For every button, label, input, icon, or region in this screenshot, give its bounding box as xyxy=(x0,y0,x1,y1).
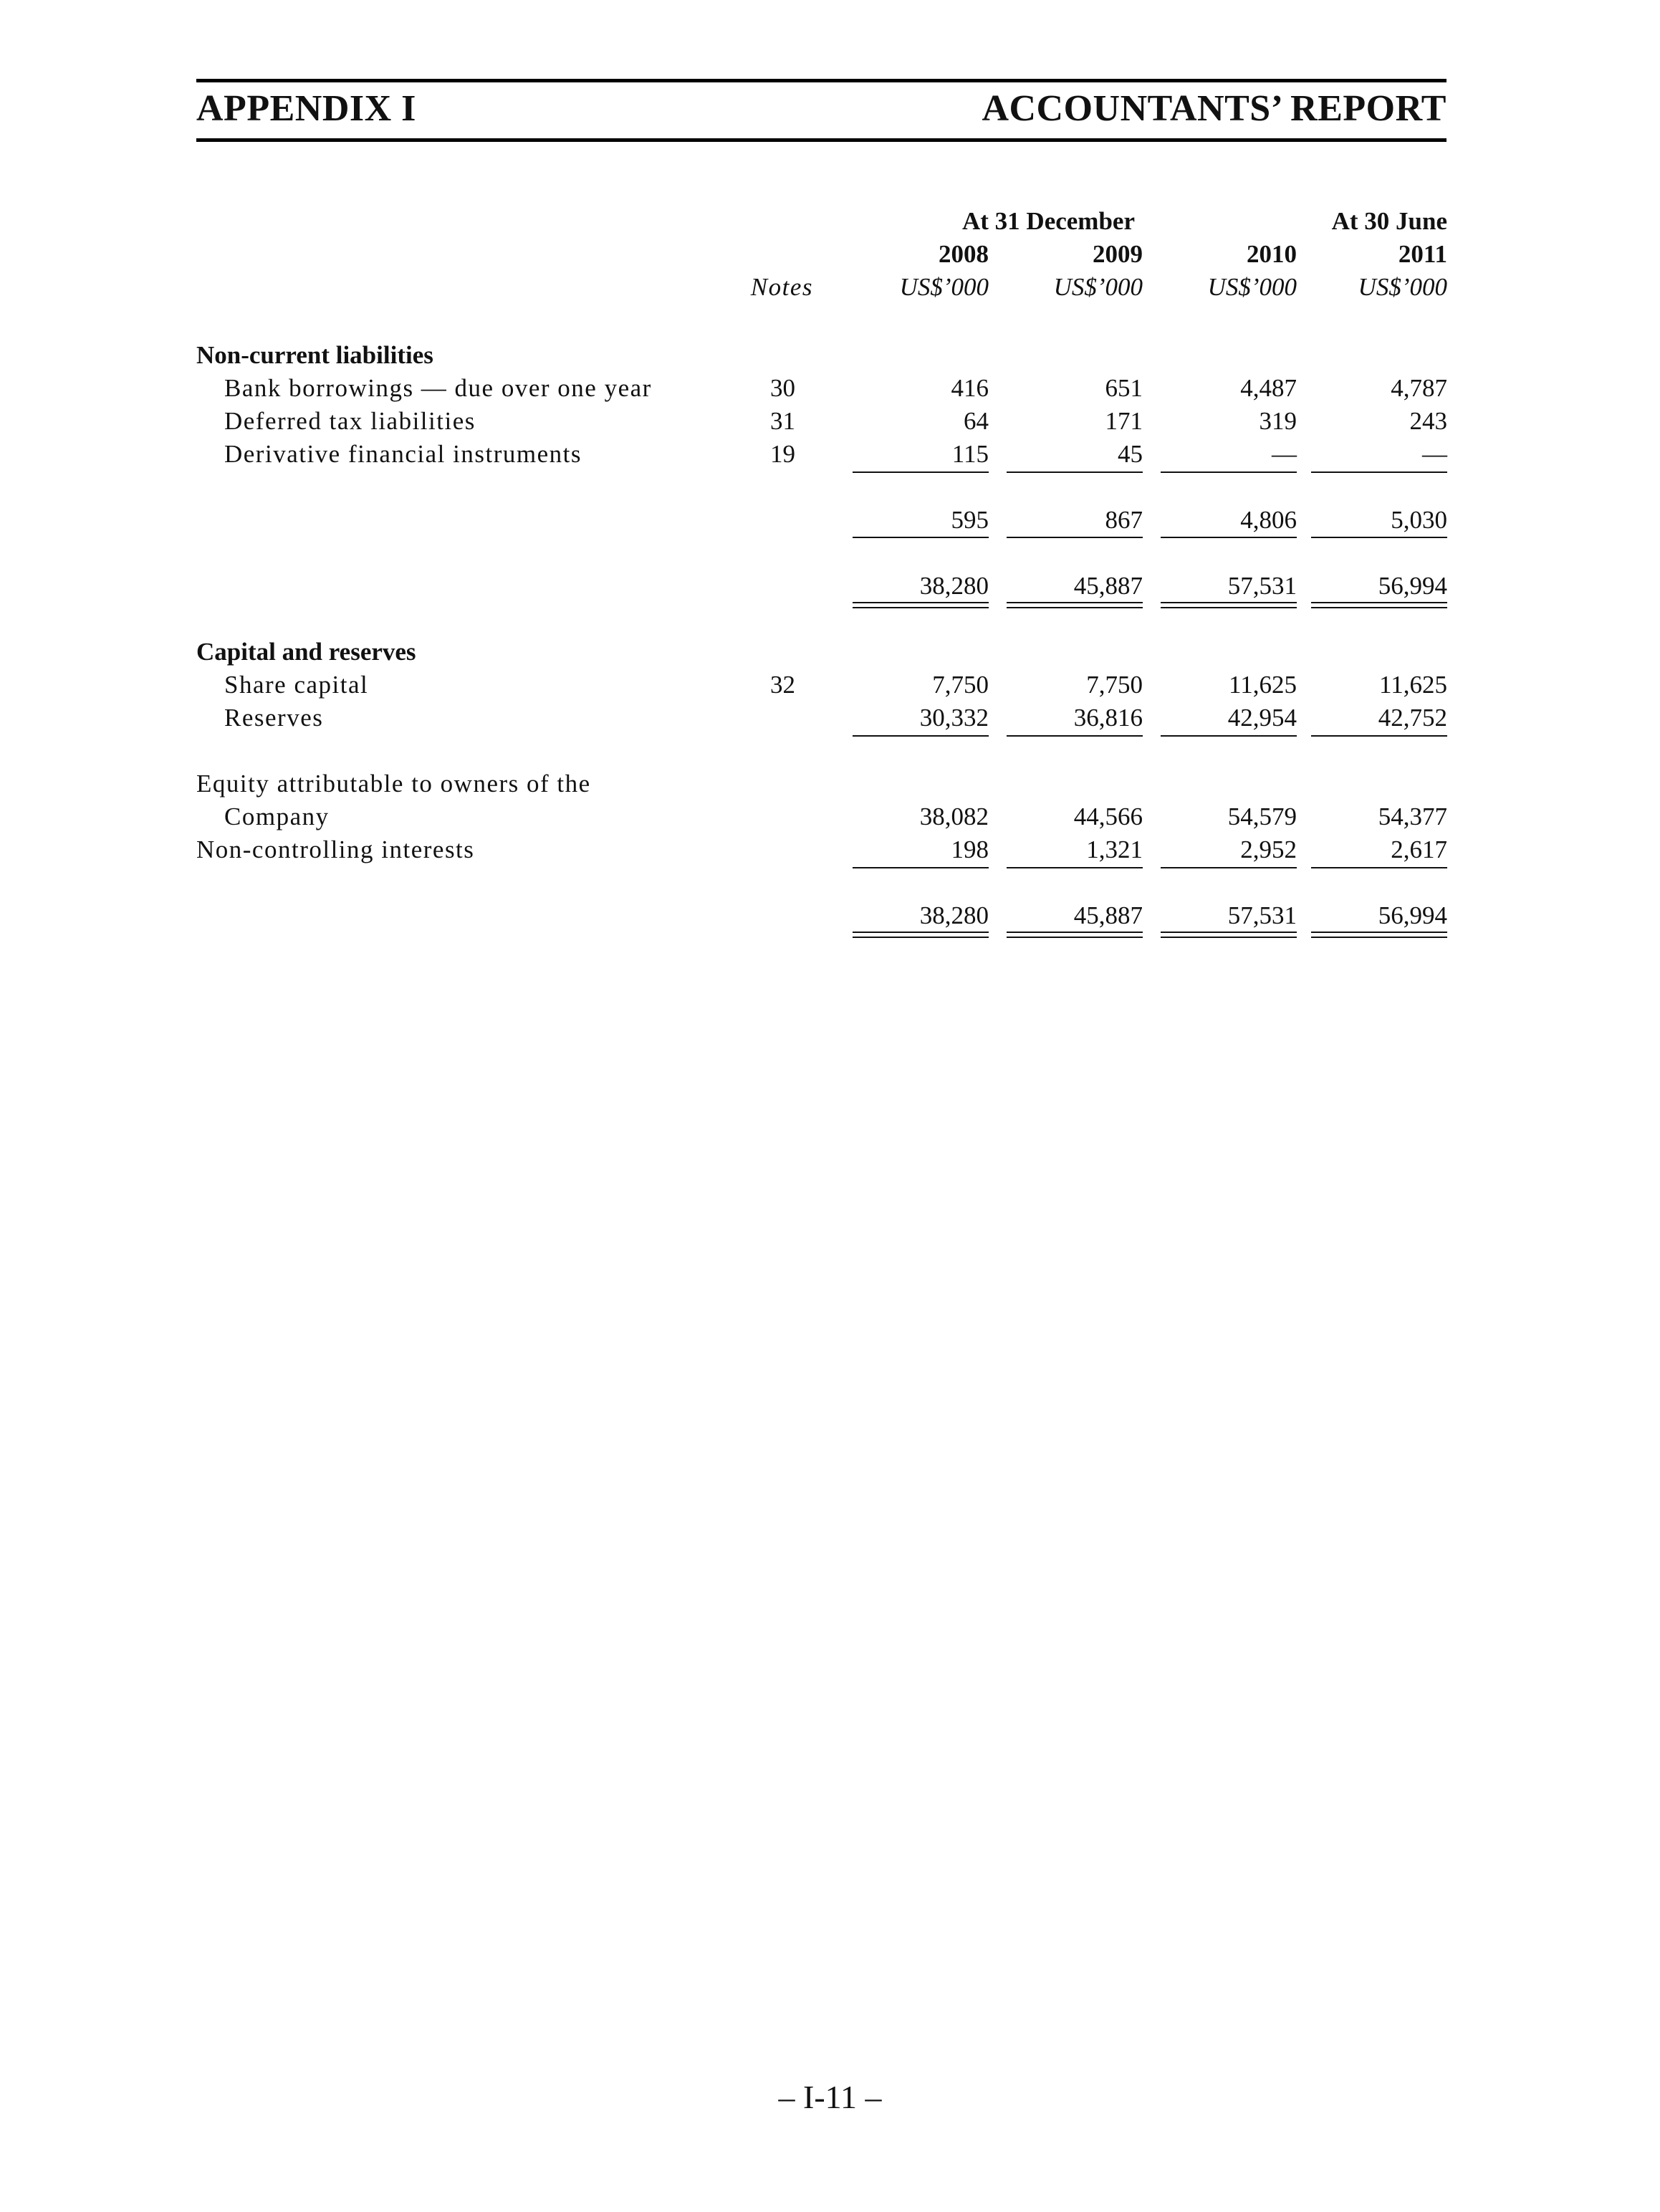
derivative-2011: — xyxy=(1422,440,1447,468)
double-rule xyxy=(853,602,989,608)
rule xyxy=(1007,867,1143,868)
row-label-bank-borrowings: Bank borrowings — due over one year xyxy=(224,374,652,402)
double-rule xyxy=(1311,602,1447,608)
year-2010: 2010 xyxy=(1247,240,1297,268)
total-equity-2008: 38,280 xyxy=(919,901,989,929)
share-capital-2009: 7,750 xyxy=(1086,671,1143,699)
note-share-capital: 32 xyxy=(770,671,795,699)
notes-header: Notes xyxy=(750,273,813,301)
reserves-2010: 42,954 xyxy=(1227,704,1297,732)
deferred-2011: 243 xyxy=(1409,407,1447,435)
reserves-2009: 36,816 xyxy=(1073,704,1143,732)
bank-2009: 651 xyxy=(1105,374,1143,402)
row-label-reserves: Reserves xyxy=(224,704,324,732)
deferred-2010: 319 xyxy=(1259,407,1297,435)
net-assets-2011: 56,994 xyxy=(1378,572,1447,600)
equity-owners-2011: 54,377 xyxy=(1378,803,1447,830)
header-bottom-rule xyxy=(196,138,1446,142)
total-equity-2010: 57,531 xyxy=(1227,901,1297,929)
subtotal-2008: 595 xyxy=(951,506,989,534)
rule xyxy=(1311,537,1447,538)
header-top-rule xyxy=(196,79,1446,82)
year-2009: 2009 xyxy=(1093,240,1143,268)
total-equity-2009: 45,887 xyxy=(1073,901,1143,929)
page-number: – I-11 – xyxy=(778,2079,882,2115)
note-deferred-tax: 31 xyxy=(770,407,795,435)
double-rule xyxy=(853,932,989,938)
section-capital-and-reserves: Capital and reserves xyxy=(196,638,416,666)
deferred-2008: 64 xyxy=(964,407,989,435)
nci-2010: 2,952 xyxy=(1240,836,1297,863)
double-rule xyxy=(1007,932,1143,938)
unit-2008: US$’000 xyxy=(899,273,989,301)
group-header-december: At 31 December xyxy=(961,207,1135,235)
rule xyxy=(1311,735,1447,737)
double-rule xyxy=(1311,932,1447,938)
total-equity-2011: 56,994 xyxy=(1378,901,1447,929)
nci-2008: 198 xyxy=(951,836,989,863)
deferred-2009: 171 xyxy=(1105,407,1143,435)
bank-2011: 4,787 xyxy=(1391,374,1447,402)
note-bank-borrowings: 30 xyxy=(770,374,795,402)
nci-2009: 1,321 xyxy=(1086,836,1143,863)
group-header-june: At 30 June xyxy=(1331,207,1447,235)
row-label-equity-owners-line1: Equity attributable to owners of the xyxy=(196,770,591,798)
net-assets-2009: 45,887 xyxy=(1073,572,1143,600)
note-derivative: 19 xyxy=(770,440,795,468)
report-title: ACCOUNTANTS’ REPORT xyxy=(982,88,1446,129)
unit-2011: US$’000 xyxy=(1358,273,1447,301)
rule xyxy=(1007,471,1143,473)
rule xyxy=(1161,735,1297,737)
rule xyxy=(1161,867,1297,868)
double-rule xyxy=(1007,602,1143,608)
bank-2008: 416 xyxy=(951,374,989,402)
row-label-share-capital: Share capital xyxy=(224,671,369,699)
rule xyxy=(853,471,989,473)
rule xyxy=(853,867,989,868)
rule xyxy=(1007,735,1143,737)
subtotal-2009: 867 xyxy=(1105,506,1143,534)
derivative-2008: 115 xyxy=(951,440,989,468)
net-assets-2008: 38,280 xyxy=(919,572,989,600)
unit-2009: US$’000 xyxy=(1053,273,1143,301)
rule xyxy=(1311,867,1447,868)
unit-2010: US$’000 xyxy=(1207,273,1297,301)
rule xyxy=(1161,471,1297,473)
double-rule xyxy=(1161,932,1297,938)
rule xyxy=(1007,537,1143,538)
derivative-2010: — xyxy=(1272,440,1297,468)
share-capital-2008: 7,750 xyxy=(932,671,989,699)
reserves-2011: 42,752 xyxy=(1378,704,1447,732)
equity-owners-2010: 54,579 xyxy=(1227,803,1297,830)
double-rule xyxy=(1161,602,1297,608)
row-label-non-controlling-interests: Non-controlling interests xyxy=(196,836,475,863)
rule xyxy=(853,735,989,737)
net-assets-2010: 57,531 xyxy=(1227,572,1297,600)
row-label-equity-owners-line2: Company xyxy=(224,803,330,830)
bank-2010: 4,487 xyxy=(1240,374,1297,402)
share-capital-2010: 11,625 xyxy=(1229,671,1297,699)
subtotal-2010: 4,806 xyxy=(1240,506,1297,534)
reserves-2008: 30,332 xyxy=(919,704,989,732)
nci-2011: 2,617 xyxy=(1391,836,1447,863)
subtotal-2011: 5,030 xyxy=(1391,506,1447,534)
row-label-deferred-tax: Deferred tax liabilities xyxy=(224,407,476,435)
rule xyxy=(853,537,989,538)
year-2008: 2008 xyxy=(939,240,989,268)
rule xyxy=(1161,537,1297,538)
rule xyxy=(1311,471,1447,473)
equity-owners-2009: 44,566 xyxy=(1073,803,1143,830)
year-2011: 2011 xyxy=(1398,240,1447,268)
share-capital-2011: 11,625 xyxy=(1379,671,1447,699)
derivative-2009: 45 xyxy=(1118,440,1143,468)
appendix-title: APPENDIX I xyxy=(196,88,416,129)
section-noncurrent-liabilities: Non-current liabilities xyxy=(196,341,433,369)
row-label-derivative: Derivative financial instruments xyxy=(224,440,582,468)
equity-owners-2008: 38,082 xyxy=(919,803,989,830)
